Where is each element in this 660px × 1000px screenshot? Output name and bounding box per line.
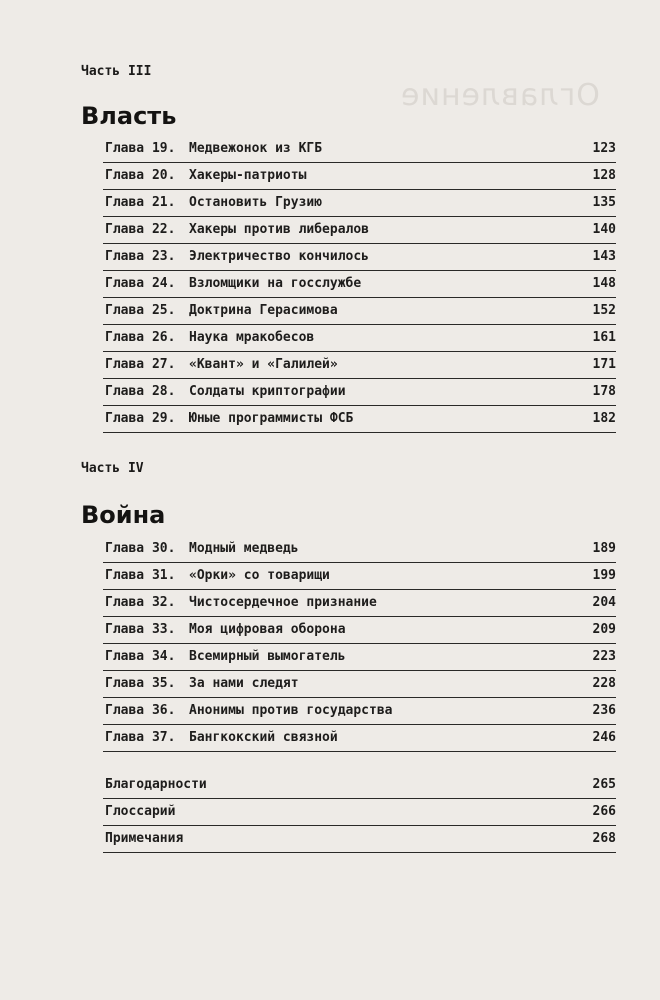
toc-row xyxy=(103,325,616,352)
toc-row xyxy=(103,590,616,617)
page-number: 178 xyxy=(592,384,616,399)
chapter-title: Анонимы против государства xyxy=(189,703,393,718)
chapter-title: Всемирный вымогатель xyxy=(189,649,346,664)
page-number: 236 xyxy=(592,703,616,718)
page-number: 189 xyxy=(592,541,616,556)
section-title: Глоссарий xyxy=(105,804,176,819)
toc-row xyxy=(103,826,616,853)
toc-row xyxy=(103,217,616,244)
section-title: Примечания xyxy=(105,831,184,846)
chapter-title: Чистосердечное признание xyxy=(189,595,377,610)
section-title: Благодарности xyxy=(105,777,207,792)
page-number: 209 xyxy=(592,622,616,637)
show-through-heading: Оглавление xyxy=(400,78,600,113)
toc-row xyxy=(103,725,616,752)
chapter-number: Глава 31. xyxy=(105,568,176,583)
page-number: 246 xyxy=(592,730,616,745)
page-number: 140 xyxy=(592,222,616,237)
page-number: 123 xyxy=(592,141,616,156)
chapter-number: Глава 24. xyxy=(105,276,176,291)
chapter-number: Глава 35. xyxy=(105,676,176,691)
page-number: 143 xyxy=(592,249,616,264)
chapter-title: Модный медведь xyxy=(189,541,299,556)
page-number: 199 xyxy=(592,568,616,583)
chapter-title: Наука мракобесов xyxy=(189,330,315,345)
chapter-title: Остановить Грузию xyxy=(189,195,323,210)
chapter-title: Хакеры-патриоты xyxy=(189,168,307,183)
chapter-number: Глава 21. xyxy=(105,195,176,210)
page-number: 266 xyxy=(592,804,616,819)
toc-row xyxy=(103,698,616,725)
chapter-title: «Орки» со товарищи xyxy=(189,568,330,583)
toc-row xyxy=(103,617,616,644)
toc-row xyxy=(103,190,616,217)
toc-row xyxy=(103,244,616,271)
page-number: 268 xyxy=(592,831,616,846)
chapter-number: Глава 34. xyxy=(105,649,176,664)
chapter-title: Взломщики на госслужбе xyxy=(189,276,362,291)
page-number: 223 xyxy=(592,649,616,664)
chapter-number: Глава 19. xyxy=(105,141,176,156)
page-number: 128 xyxy=(592,168,616,183)
chapter-number: Глава 32. xyxy=(105,595,176,610)
toc-row xyxy=(103,644,616,671)
chapter-number: Глава 37. xyxy=(105,730,176,745)
chapter-title: Электричество кончилось xyxy=(189,249,370,264)
chapter-number: Глава 29. xyxy=(105,411,176,426)
chapter-title: Бангкокский связной xyxy=(189,730,338,745)
toc-row xyxy=(103,352,616,379)
page-number: 204 xyxy=(592,595,616,610)
part-label: Часть III xyxy=(81,64,152,79)
toc-list-part-3 xyxy=(103,136,616,433)
toc-row xyxy=(103,136,616,163)
chapter-title: За нами следят xyxy=(189,676,299,691)
toc-row xyxy=(103,772,616,799)
toc-row xyxy=(103,379,616,406)
back-matter-list xyxy=(103,772,616,853)
chapter-number: Глава 33. xyxy=(105,622,176,637)
page-number: 135 xyxy=(592,195,616,210)
toc-row xyxy=(103,271,616,298)
chapter-number: Глава 23. xyxy=(105,249,176,264)
chapter-title: Моя цифровая оборона xyxy=(189,622,346,637)
page-number: 265 xyxy=(592,777,616,792)
page-number: 182 xyxy=(592,411,616,426)
page-number: 171 xyxy=(592,357,616,372)
chapter-number: Глава 20. xyxy=(105,168,176,183)
chapter-number: Глава 28. xyxy=(105,384,176,399)
chapter-number: Глава 25. xyxy=(105,303,176,318)
chapter-number: Глава 26. xyxy=(105,330,176,345)
chapter-title: «Квант» и «Галилей» xyxy=(189,357,338,372)
toc-row xyxy=(103,163,616,190)
chapter-title: Доктрина Герасимова xyxy=(189,303,338,318)
toc-row xyxy=(103,671,616,698)
toc-row xyxy=(103,406,616,433)
page-number: 148 xyxy=(592,276,616,291)
part-title: Власть xyxy=(81,102,177,130)
page-number: 152 xyxy=(592,303,616,318)
chapter-title: Медвежонок из КГБ xyxy=(189,141,323,156)
toc-list-part-4 xyxy=(103,536,616,752)
toc-row xyxy=(103,298,616,325)
chapter-title: Хакеры против либералов xyxy=(189,222,370,237)
page-number: 161 xyxy=(592,330,616,345)
chapter-number: Глава 30. xyxy=(105,541,176,556)
page-number: 228 xyxy=(592,676,616,691)
part-label: Часть IV xyxy=(81,461,144,476)
toc-row xyxy=(103,563,616,590)
chapter-number: Глава 22. xyxy=(105,222,176,237)
chapter-title: Солдаты криптографии xyxy=(189,384,346,399)
toc-row xyxy=(103,536,616,563)
part-title: Война xyxy=(81,501,166,529)
toc-row xyxy=(103,799,616,826)
chapter-title: Юные программисты ФСБ xyxy=(189,411,354,426)
chapter-number: Глава 36. xyxy=(105,703,176,718)
chapter-number: Глава 27. xyxy=(105,357,176,372)
